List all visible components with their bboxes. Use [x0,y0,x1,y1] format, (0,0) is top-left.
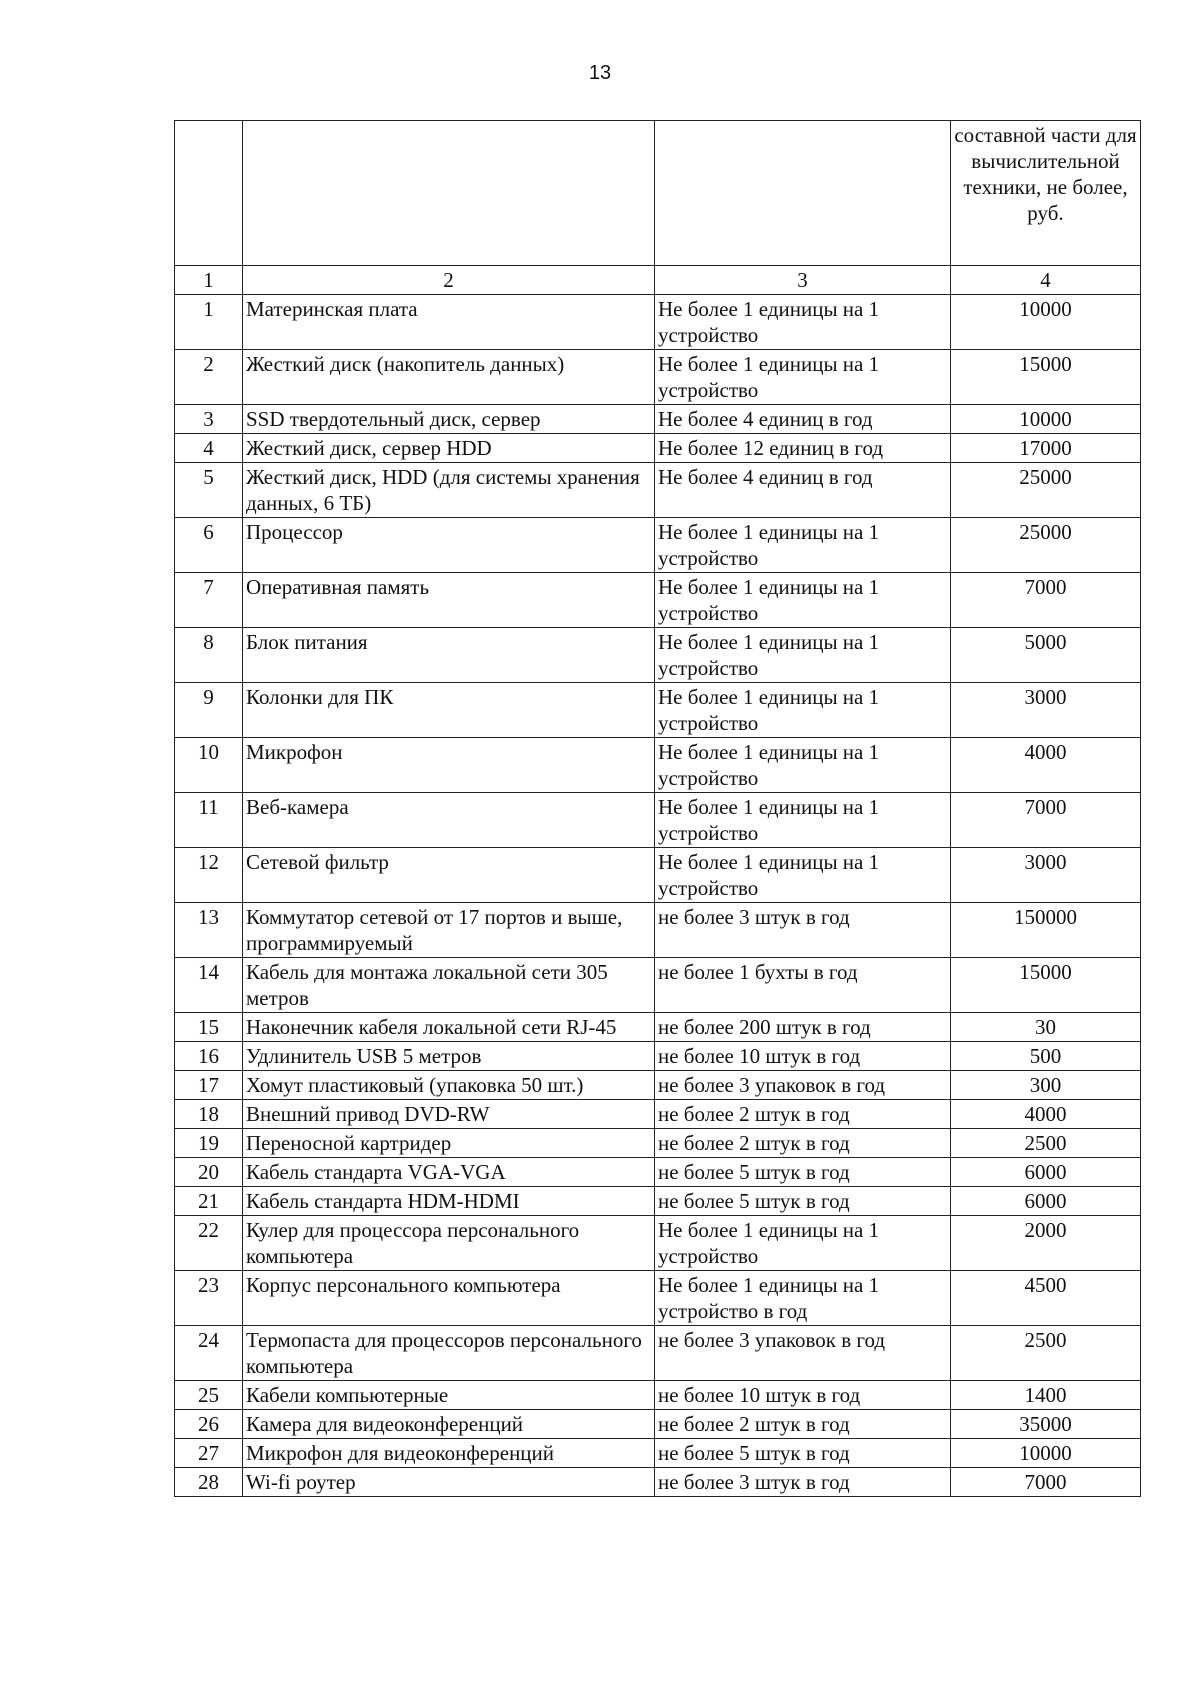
quantity-cell: Не более 1 единицы на 1 устройство [655,683,951,738]
row-number-cell: 6 [175,518,243,573]
row-number-cell: 19 [175,1129,243,1158]
quantity-cell: не более 1 бухты в год [655,958,951,1013]
header-row [175,121,1141,266]
price-cell: 4000 [951,1100,1141,1129]
table-row [175,573,1141,628]
header-cell-2 [243,121,655,266]
price-cell: 25000 [951,518,1141,573]
row-number-cell: 1 [175,295,243,350]
item-name-cell: SSD твердотельный диск, сервер [243,405,655,434]
price-cell: 17000 [951,434,1141,463]
row-number-cell: 15 [175,1013,243,1042]
item-name-cell: Сетевой фильтр [243,848,655,903]
column-number-row [175,266,1141,295]
row-number-cell: 24 [175,1326,243,1381]
item-name-cell: Wi-fi роутер [243,1468,655,1497]
item-name-cell: Кулер для процессора персонального компьютера [243,1216,655,1271]
price-cell: 6000 [951,1158,1141,1187]
price-cell: 5000 [951,628,1141,683]
row-number-cell: 23 [175,1271,243,1326]
table-row [175,1013,1141,1042]
table-row [175,1100,1141,1129]
item-name-cell: Кабели компьютерные [243,1381,655,1410]
quantity-cell: не более 200 штук в год [655,1013,951,1042]
item-name-cell: Жесткий диск (накопитель данных) [243,350,655,405]
row-number-cell: 4 [175,434,243,463]
table-row [175,1271,1141,1326]
item-name-cell: Удлинитель USB 5 метров [243,1042,655,1071]
quantity-cell: Не более 1 единицы на 1 устройство [655,350,951,405]
table-row [175,1158,1141,1187]
page-number: 13 [588,62,612,84]
column-number: 4 [951,266,1141,295]
item-name-cell: Кабель стандарта VGA-VGA [243,1158,655,1187]
column-number: 2 [243,266,655,295]
quantity-cell: не более 3 упаковок в год [655,1326,951,1381]
item-name-cell: Микрофон [243,738,655,793]
header-cell-1 [175,121,243,266]
quantity-cell: не более 2 штук в год [655,1100,951,1129]
item-name-cell: Веб-камера [243,793,655,848]
item-name-cell: Термопаста для процессоров персонального компьютера [243,1326,655,1381]
row-number-cell: 20 [175,1158,243,1187]
price-cell: 10000 [951,1439,1141,1468]
item-name-cell: Микрофон для видеоконференций [243,1439,655,1468]
table-row [175,683,1141,738]
row-number-cell: 21 [175,1187,243,1216]
quantity-cell: Не более 1 единицы на 1 устройство [655,1216,951,1271]
price-cell: 15000 [951,958,1141,1013]
item-name-cell: Материнская плата [243,295,655,350]
price-cell: 30 [951,1013,1141,1042]
row-number-cell: 28 [175,1468,243,1497]
quantity-cell: Не более 1 единицы на 1 устройство [655,628,951,683]
header-cell-price: составной части для вычислительной техники, не более, руб. [951,121,1141,266]
price-cell: 10000 [951,405,1141,434]
table-row [175,1468,1141,1497]
price-cell: 7000 [951,793,1141,848]
price-cell: 3000 [951,683,1141,738]
price-cell: 300 [951,1071,1141,1100]
table-body [175,121,1141,1497]
row-number-cell: 22 [175,1216,243,1271]
item-name-cell: Кабель для монтажа локальной сети 305 метров [243,958,655,1013]
quantity-cell: не более 3 упаковок в год [655,1071,951,1100]
table-row [175,793,1141,848]
quantity-cell: не более 5 штук в год [655,1187,951,1216]
quantity-cell: не более 3 штук в год [655,903,951,958]
price-cell: 2500 [951,1129,1141,1158]
price-cell: 35000 [951,1410,1141,1439]
item-name-cell: Коммутатор сетевой от 17 портов и выше, программируемый [243,903,655,958]
table-row [175,848,1141,903]
row-number-cell: 17 [175,1071,243,1100]
table-row [175,1326,1141,1381]
quantity-cell: не более 10 штук в год [655,1042,951,1071]
price-cell: 25000 [951,463,1141,518]
row-number-cell: 16 [175,1042,243,1071]
table-row [175,1381,1141,1410]
table-row [175,1410,1141,1439]
item-name-cell: Колонки для ПК [243,683,655,738]
price-cell: 150000 [951,903,1141,958]
quantity-cell: Не более 1 единицы на 1 устройство [655,573,951,628]
table-row [175,518,1141,573]
row-number-cell: 11 [175,793,243,848]
item-name-cell: Процессор [243,518,655,573]
item-name-cell: Наконечник кабеля локальной сети RJ-45 [243,1013,655,1042]
quantity-cell: Не более 4 единиц в год [655,463,951,518]
table-row [175,628,1141,683]
price-cell: 1400 [951,1381,1141,1410]
quantity-cell: Не более 1 единицы на 1 устройство [655,738,951,793]
item-name-cell: Оперативная память [243,573,655,628]
table-row [175,405,1141,434]
price-cell: 500 [951,1042,1141,1071]
quantity-cell: не более 3 штук в год [655,1468,951,1497]
table-row [175,1042,1141,1071]
item-name-cell: Хомут пластиковый (упаковка 50 шт.) [243,1071,655,1100]
table-row [175,903,1141,958]
table-row [175,738,1141,793]
table-row [175,295,1141,350]
quantity-cell: Не более 1 единицы на 1 устройство [655,848,951,903]
price-cell: 7000 [951,1468,1141,1497]
row-number-cell: 5 [175,463,243,518]
price-cell: 2000 [951,1216,1141,1271]
price-cell: 6000 [951,1187,1141,1216]
table-row [175,1071,1141,1100]
table-row [175,463,1141,518]
quantity-cell: Не более 12 единиц в год [655,434,951,463]
table-row [175,1439,1141,1468]
item-name-cell: Корпус персонального компьютера [243,1271,655,1326]
quantity-cell: Не более 1 единицы на 1 устройство в год [655,1271,951,1326]
quantity-cell: не более 10 штук в год [655,1381,951,1410]
item-name-cell: Переносной картридер [243,1129,655,1158]
price-cell: 3000 [951,848,1141,903]
quantity-cell: не более 5 штук в год [655,1158,951,1187]
table-row [175,958,1141,1013]
row-number-cell: 25 [175,1381,243,1410]
column-number: 1 [175,266,243,295]
row-number-cell: 9 [175,683,243,738]
quantity-cell: не более 2 штук в год [655,1129,951,1158]
price-cell: 15000 [951,350,1141,405]
column-number: 3 [655,266,951,295]
table-row [175,1129,1141,1158]
row-number-cell: 10 [175,738,243,793]
row-number-cell: 2 [175,350,243,405]
price-cell: 4500 [951,1271,1141,1326]
row-number-cell: 18 [175,1100,243,1129]
row-number-cell: 7 [175,573,243,628]
item-name-cell: Жесткий диск, HDD (для системы хранения данных, 6 ТБ) [243,463,655,518]
price-cell: 4000 [951,738,1141,793]
quantity-cell: не более 2 штук в год [655,1410,951,1439]
item-name-cell: Внешний привод DVD-RW [243,1100,655,1129]
header-cell-3 [655,121,951,266]
row-number-cell: 3 [175,405,243,434]
price-cell: 10000 [951,295,1141,350]
item-name-cell: Камера для видеоконференций [243,1410,655,1439]
price-cell: 7000 [951,573,1141,628]
quantity-cell: Не более 1 единицы на 1 устройство [655,518,951,573]
item-name-cell: Кабель стандарта HDM-HDMI [243,1187,655,1216]
item-name-cell: Жесткий диск, сервер HDD [243,434,655,463]
table-row [175,350,1141,405]
item-name-cell: Блок питания [243,628,655,683]
table-row [175,434,1141,463]
row-number-cell: 27 [175,1439,243,1468]
row-number-cell: 8 [175,628,243,683]
price-cell: 2500 [951,1326,1141,1381]
table-row [175,1187,1141,1216]
row-number-cell: 14 [175,958,243,1013]
row-number-cell: 26 [175,1410,243,1439]
table-row [175,1216,1141,1271]
row-number-cell: 12 [175,848,243,903]
quantity-cell: Не более 1 единицы на 1 устройство [655,793,951,848]
quantity-cell: Не более 4 единиц в год [655,405,951,434]
quantity-cell: не более 5 штук в год [655,1439,951,1468]
row-number-cell: 13 [175,903,243,958]
quantity-cell: Не более 1 единицы на 1 устройство [655,295,951,350]
specification-table [174,120,1141,1497]
